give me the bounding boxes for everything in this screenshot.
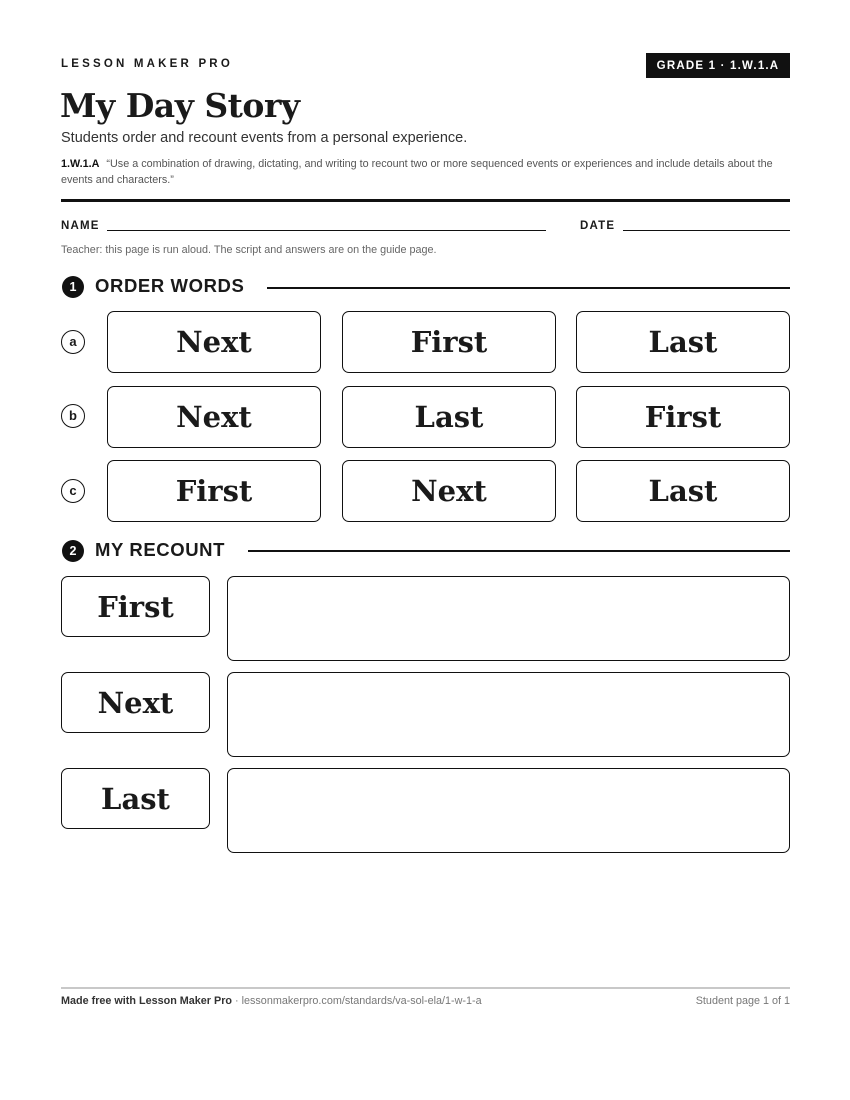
brand-name: LESSON MAKER PRO (61, 58, 233, 70)
standard-code: 1.W.1.A (61, 158, 100, 170)
header-divider (61, 199, 790, 202)
section-2-number: 2 (62, 540, 84, 562)
word-card[interactable]: Last (342, 386, 556, 448)
section-1-rule (267, 287, 790, 289)
section-1-title: ORDER WORDS (95, 275, 245, 296)
word-card[interactable]: Next (107, 386, 321, 448)
date-line[interactable] (623, 230, 790, 231)
footer-separator: · (232, 995, 242, 1007)
date-label: DATE (580, 220, 616, 232)
footer-page-number: Student page 1 of 1 (695, 995, 790, 1007)
standard-description (61, 156, 790, 188)
name-line[interactable] (107, 230, 546, 231)
recount-label-first: First (61, 576, 210, 637)
footer-divider (61, 987, 790, 989)
standard-text: “Use a combination of drawing, dictating, and writing to recount two or more sequenced events or experiences and include details about the events and characters.” (61, 158, 773, 186)
page-subtitle: Students order and recount events from a personal experience. (61, 130, 468, 146)
recount-writing-box[interactable] (227, 576, 790, 661)
footer-url[interactable]: lessonmakerpro.com/standards/va-sol-ela/1-w-1-a (241, 995, 482, 1007)
word-card[interactable]: Last (576, 460, 790, 522)
footer-credit (61, 995, 482, 1007)
word-card[interactable]: First (576, 386, 790, 448)
section-2-rule (248, 550, 790, 552)
word-card[interactable]: Next (342, 460, 556, 522)
recount-label-last: Last (61, 768, 210, 829)
word-card[interactable]: First (107, 460, 321, 522)
row-letter-c: c (61, 479, 85, 503)
word-card[interactable]: First (342, 311, 556, 373)
footer-made-with: Made free with Lesson Maker Pro (61, 995, 232, 1007)
name-label: NAME (61, 220, 100, 232)
page-title: My Day Story (60, 86, 300, 125)
word-card[interactable]: Last (576, 311, 790, 373)
row-letter-a: a (61, 330, 85, 354)
row-letter-b: b (61, 404, 85, 428)
section-1-number: 1 (62, 276, 84, 298)
teacher-note: Teacher: this page is run aloud. The script and answers are on the guide page. (61, 244, 437, 256)
word-card[interactable]: Next (107, 311, 321, 373)
recount-label-next: Next (61, 672, 210, 733)
section-2-title: MY RECOUNT (95, 539, 226, 560)
recount-writing-box[interactable] (227, 768, 790, 853)
recount-writing-box[interactable] (227, 672, 790, 757)
grade-badge: GRADE 1 · 1.W.1.A (646, 53, 790, 78)
